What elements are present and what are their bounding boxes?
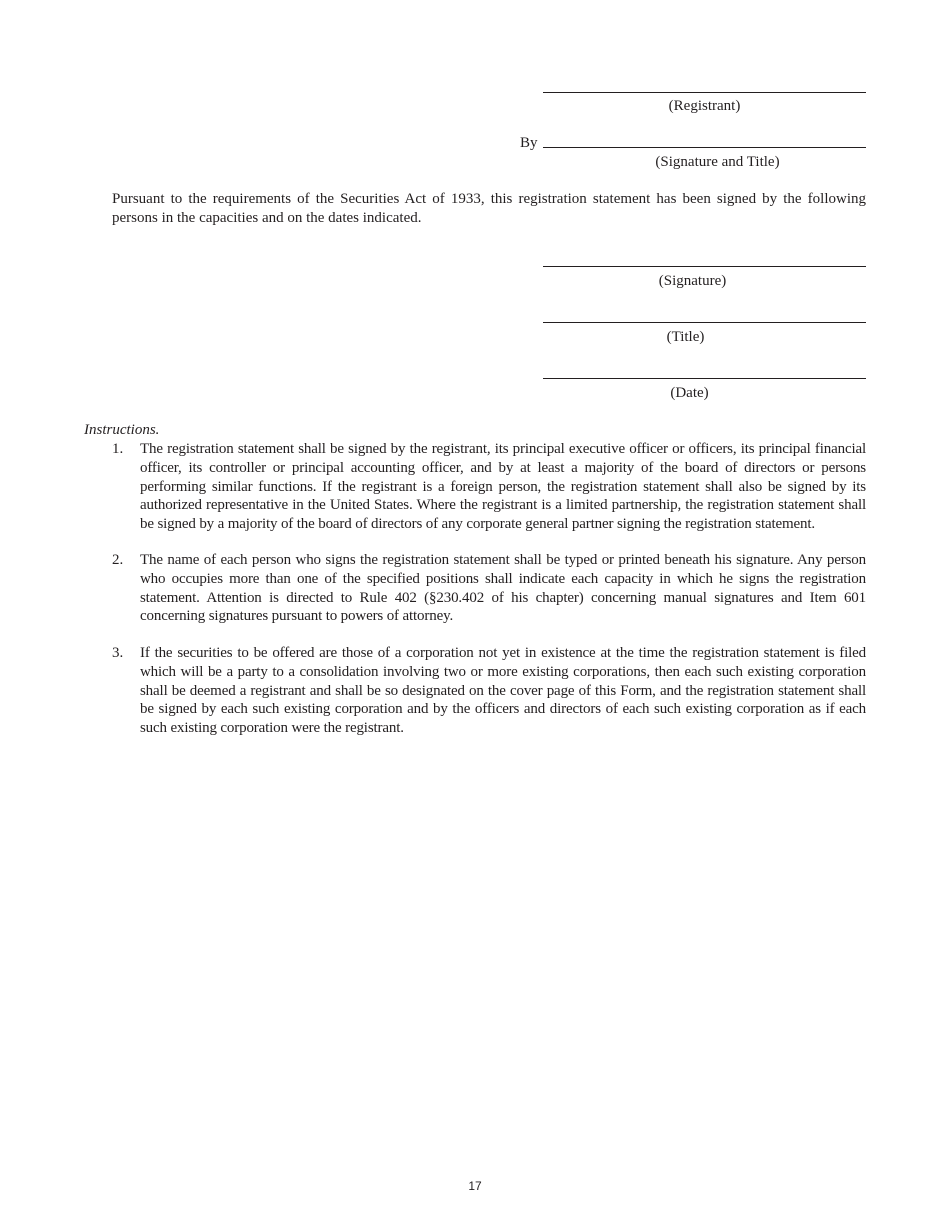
instructions-heading: Instructions. — [84, 422, 160, 438]
signature-line — [543, 266, 866, 267]
instruction-text: The registration statement shall be signed by the registrant, its principal executive officer or officers, its principal financial officer, its controller or principal accounting officer, and by at least a majority of the board of directors or persons performing similar functions. If the registrant is a foreign person, the registration statement shall also be signed by its authorized representative in the United States. Where the registrant is a limited partnership, the registration statement shall be signed by a majority of the board of directors of any corporate general partner signing the registration statement. — [140, 441, 866, 533]
signature-and-title-caption: (Signature and Title) — [655, 154, 780, 170]
registrant-caption: (Registrant) — [668, 98, 741, 114]
instruction-text: The name of each person who signs the registration statement shall be typed or printed beneath his signature. Any person who occupies more than one of the specified positions shall indicate each capacity in which he signs the registration statement. Attention is directed to Rule 402 (§230.402 of his chapter) concerning manual signatures and Item 601 concerning signatures pursuant to powers of attorney. — [140, 552, 866, 625]
pursuant-paragraph: Pursuant to the requirements of the Securities Act of 1933, this registration statement has been signed by the following persons in the capacities and on the dates indicated. — [112, 191, 866, 226]
registrant-signature-line — [543, 92, 866, 93]
by-label: By — [520, 135, 538, 151]
title-caption: (Title) — [666, 329, 705, 345]
signature-caption: (Signature) — [658, 273, 727, 289]
instruction-text: If the securities to be offered are those of a corporation not yet in existence at the time the registration statement is filed which will be a party to a consolidation involving two or more existing corporations, then each such existing corporation shall be deemed a registrant and shall be so designated on the cover page of this Form, and the registration statement shall be signed by each such existing corporation and by the officers and directors of each such existing corporation as if each such existing corporation were the registrant. — [140, 645, 866, 737]
page-number: 17 — [468, 1179, 482, 1193]
title-line — [543, 322, 866, 323]
date-line — [543, 378, 866, 379]
instruction-number: 2. — [112, 552, 124, 568]
instruction-number: 3. — [112, 645, 124, 661]
date-caption: (Date) — [670, 385, 709, 401]
by-signature-line — [543, 147, 866, 148]
instruction-number: 1. — [112, 441, 124, 457]
